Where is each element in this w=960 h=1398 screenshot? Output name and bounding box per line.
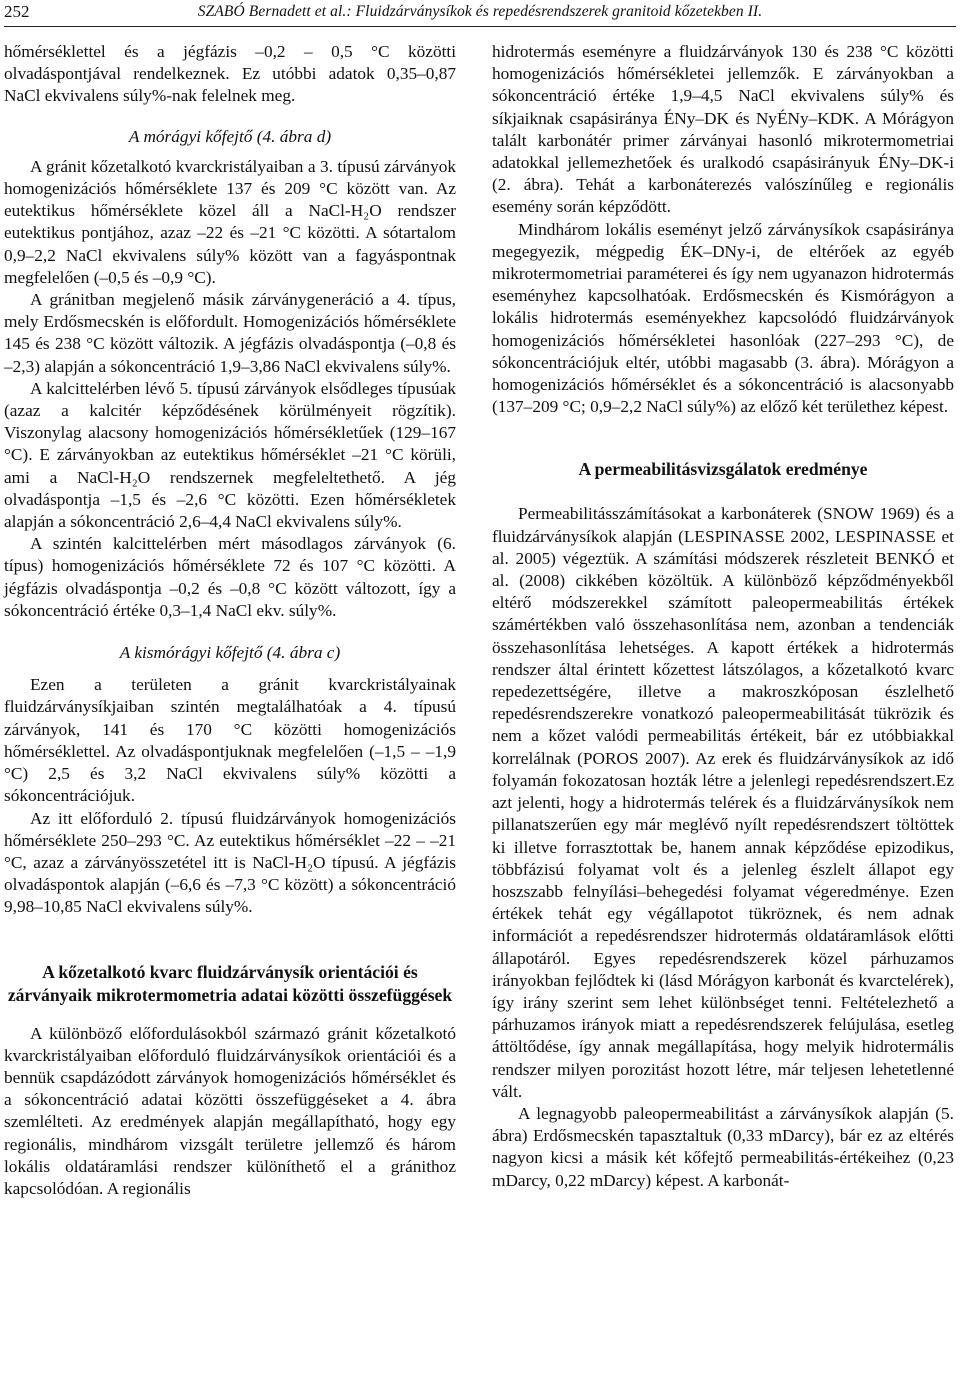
left-paragraph-4: A kalcittelérben lévő 5. típusú zárványok elsődleges típusúak (azaz a kalcitér képződésének körülményeit rögzítik). Viszonylag alacsony homogenizációs hőmérsékletűek (129–167 °C). E zárványokban az eutektikus hőmérséklet –21 °C körüli, ami a NaCl-H₂O rendszernek megfeleltethető. A jég olvadáspontja –1,5 és –2,6 °C közötti. Ezen hőmérsékletek alapján a sókoncentráció 2,6–4,4 NaCl ekvivalens súly%. bbox=[4, 378, 456, 532]
subhead-kismoragy-quarry: A kismórágyi kőfejtő (4. ábra c) bbox=[119, 643, 341, 663]
right-paragraph-4: A legnagyobb paleopermeabilitást a zárványsíkok alapján (5. ábra) Erdősmecskén tapasztaltuk (0,33 mDarcy), bár ez az eltérés nagyon kicsi a másik két kőfejtő permeabilitás-értékeihez (0,23 mDarcy, 0,22 mDarcy) képest. A karbonát- bbox=[492, 1103, 954, 1190]
section-title-permeability: A permeabilitásvizsgálatok eredménye bbox=[578, 459, 868, 480]
page-header bbox=[0, 0, 960, 28]
page-number: 252 bbox=[4, 2, 30, 21]
section-title-orientation: A kőzetalkotó kvarc fluidzárványsík orientációi és zárványaik mikrotermometria adatai közötti összefüggések bbox=[7, 961, 453, 1005]
left-paragraph-5: A szintén kalcittelérben mért másodlagos zárványok (6. típus) homogenizációs hőmérséklete 72 és 107 °C közötti. A jégfázis olvadáspontja –0,2 és –0,8 °C között változott, így a sókoncentráció értéke 0,3–1,4 NaCl ekv. súly%. bbox=[4, 534, 456, 620]
subhead-moragy-quarry: A mórágyi kőfejtő (4. ábra d) bbox=[128, 126, 332, 146]
running-head: SZABÓ Bernadett et al.: Fluidzárványsíkok és repedésrendszerek granitoid kőzetekben II. bbox=[197, 3, 763, 20]
left-paragraph-3: A gránitban megjelenő másik zárványgeneráció a 4. típus, mely Erdősmecskén is előfordult. Homogenizációs hőmérséklete 145 és 238 °C között változik. A jégfázis olvadáspontja (–0,8 és –2,3) alapján a sókoncentráció 1,9–3,86 NaCl ekvivalens súly%. bbox=[4, 290, 456, 376]
left-column bbox=[4, 41, 456, 1200]
left-paragraph-1: hőmérséklettel és a jégfázis –0,2 – 0,5 °C közötti olvadáspontjával rendelkeznek. Ez utóbbi adatok 0,35–0,87 NaCl ekvivalens súly%-nak felelnek meg. bbox=[4, 42, 456, 106]
right-column bbox=[492, 41, 954, 1192]
left-paragraph-8: A különböző előfordulásokból származó gránit kőzetalkotó kvarckristályaiban előforduló fluidzárványsíkok orientációi és a bennük csapdázódott zárványok homogenizációs hőmérséklet és a sókoncentráció adatai közötti összefüggéseket a 4. ábra szemlélteti. Az eredmények alapján megállapítható, hogy egy regionális, mindhárom vizsgált területre jellemző és három lokális oldatáramlási rendszer különíthető el a gránithoz kapcsolódóan. A regionális bbox=[4, 1023, 456, 1198]
right-paragraph-1: hidrotermás eseményre a fluidzárványok 130 és 238 °C közötti homogenizációs hőmérsékletei jellemzők. E zárványokban a sókoncentráció értéke 1,9–4,5 NaCl ekvivalens súly% és síkjaiknak csapásiránya ÉNy–DK és NyÉNy–KDK. A Mórágyon talált karbonátér primer zárványai hasonló mikrotermometriai adatokkal jellemezhetőek és uralkodó csapásirányuk ÉNy–DK-i (2. ábra). Tehát a karbonáterezés valószínűleg e regionális esemény során képződött. bbox=[492, 42, 954, 217]
left-paragraph-2: A gránit kőzetalkotó kvarckristályaiban a 3. típusú zárványok homogenizációs hőmérséklete 137 és 209 °C között van. Az eutektikus hőmérséklete közel áll a NaCl-H₂O rendszer eutektikus pontjához, azaz –22 és –21 °C közötti. A sótartalom 0,9–2,2 NaCl ekvivalens súly% között van a fagyáspontnak megfelelően (–0,5 és –0,9 °C). bbox=[4, 156, 456, 287]
header-rule bbox=[4, 26, 956, 27]
right-paragraph-3: Permeabilitásszámításokat a karbonáterek (SNOW 1969) és a fluidzárványsíkok alapján (LESPINASSE 2002, LESPINASSE et al. 2005) végeztük. A számítási módszerek részleteit BENKÓ et al. (2008) cikkében közöltük. A különböző képződményekből eltérő módszerekkel számított paleopermeabilitás értékek számértékben való összehasonlítása nem, azonban a tendenciák összehasonlítása lehetséges. A kapott értékek a hidrotermás rendszer által érintett kőzettest látszólagos, a kőzetalkotó kvarc repedezettségére, illetve a makroszkóposan észlelhető repedésrendszerekre vonatkozó paleopermeabilitását tükrözik és nem a kőzet valódi permeabilitás értékeit, bár ez utóbbiakkal korrelálnak (POROS 2007). Az erek és fluidzárványsíkok az idő folyamán fokozatosan hozták létre a jelenlegi repedésrendszert.Ez azt jelenti, hogy a hidrotermás telérek és a fluidzárványsíkok nem pillanatszerűen egy már meglévő nyílt repedésrendszert töltöttek ki illetve forrasztottak be, hanem annak képződése epizodikus, többfázisú folyamat volt és a jelenleg észlelt állapot egy hoszszabb felnyílási–behegedési folyamat végeredménye. Ezen értékek tehát egy végállapotot tükröznek, és nem adnak információt a repedésrendszer hidrotermás oldatáramlások előtti állapotáról. Egyes repedésrendszerek közel párhuzamos irányokban fejlődtek ki (lásd Mórágyon karbonát és kvarctelérek), így irány szerint sem lehet különbséget tenni. Feltételezhető a párhuzamos irányok miatt a repedésrendszerek felújulása, esetleg áttöltődése, így annak megállapítása, hogy melyik hidrotermális rendszer milyen porozitást hozott létre, már teljesen lehetetlenné vált. bbox=[492, 504, 954, 1101]
left-paragraph-6: Ezen a területen a gránit kvarckristályainak fluidzárványsíkjaiban szintén megtalálhatóak a 4. típusú zárványok, 141 és 170 °C közötti homogenizációs hőmérséklettel. Az olvadáspontjuknak megfelelően (–1,5 – –1,9 °C) 2,5 és 3,2 NaCl ekvivalens súly% közötti a sókoncentrációjuk. bbox=[4, 675, 456, 806]
right-paragraph-2: Mindhárom lokális eseményt jelző zárványsíkok csapásiránya megegyezik, mégpedig ÉK–DNy-i, de eltérőek az egyéb mikrotermometriai paraméterei és így nem ugyanazon hidrotermás eseményhez kapcsolhatóak. Erdősmecskén és Kismórágyon a lokális hidrotermás eseményekhez kapcsolódó fluidzárványok homogenizációs hőmérsékletei hasonlóak (227–293 °C), de sókoncentrációjuk eltér, utóbbi magasabb (3. ábra). Mórágyon a homogenizációs hőmérséklet és a sókoncentráció is alacsonyabb (137–209 °C; 0,9–2,2 NaCl súly%) az előző két területhez képest. bbox=[492, 219, 954, 417]
left-paragraph-7: Az itt előforduló 2. típusú fluidzárványok homogenizációs hőmérséklete 250–293 °C. Az eutektikus hőmérséklet –22 – –21 °C, azaz a zárványösszetétel itt is NaCl-H₂O típusú. A jégfázis olvadáspontok alapján (–6,6 és –7,3 °C között) a sókoncentráció 9,98–10,85 NaCl ekvivalens súly%. bbox=[4, 808, 456, 917]
